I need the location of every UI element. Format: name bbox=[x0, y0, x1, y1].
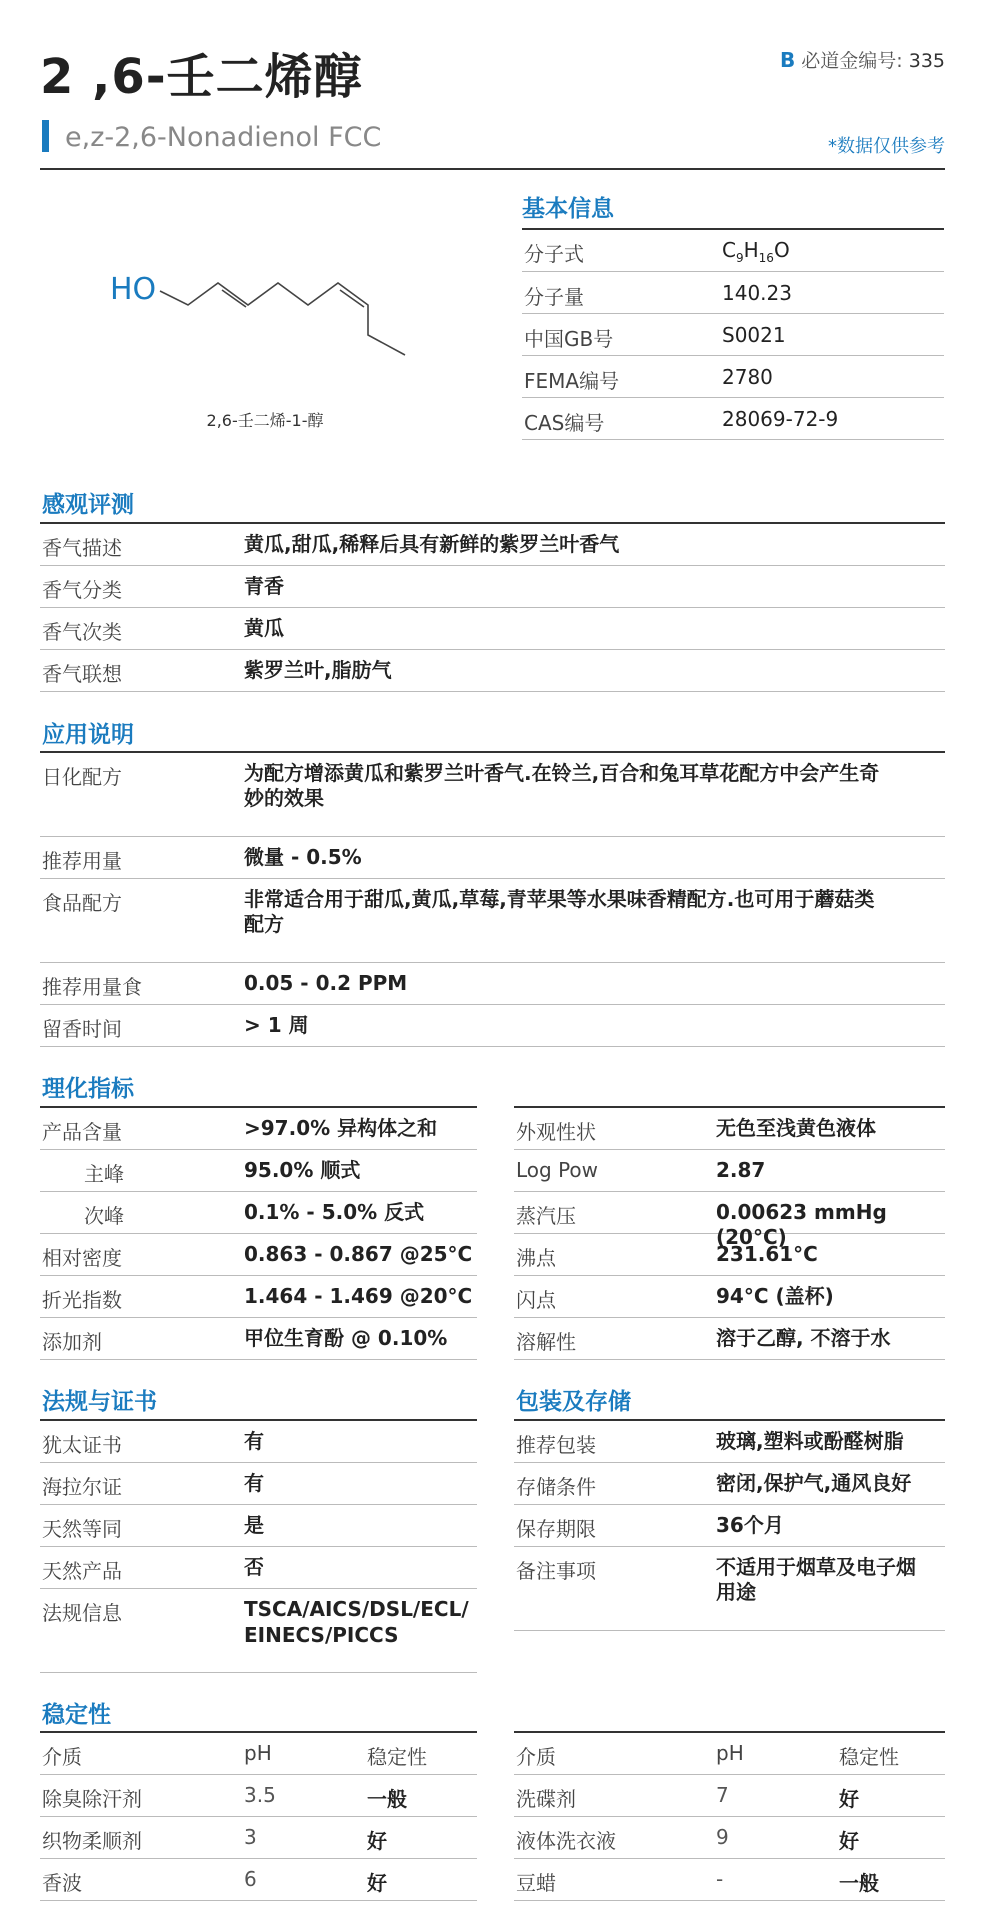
table-row bbox=[40, 1150, 477, 1192]
physchem-table-right bbox=[514, 1106, 945, 1360]
header-ph: pH bbox=[244, 1741, 272, 1765]
table-row bbox=[514, 1108, 945, 1150]
table-header-row bbox=[40, 1733, 477, 1775]
ph-cell: 9 bbox=[716, 1825, 729, 1849]
row-label: 法规信息 bbox=[42, 1601, 122, 1625]
table-row bbox=[514, 1547, 945, 1631]
row-label: 香气分类 bbox=[42, 578, 122, 602]
molecular-formula: $C_9H_{16}O$ bbox=[722, 238, 790, 265]
row-label: 推荐包装 bbox=[516, 1433, 596, 1457]
code-value: 335 bbox=[908, 50, 945, 72]
row-value: S0021 bbox=[722, 323, 786, 347]
table-row bbox=[514, 1463, 945, 1505]
medium-cell: 除臭除汗剂 bbox=[42, 1787, 142, 1811]
table-row bbox=[40, 837, 945, 879]
row-value: 黄瓜,甜瓜,稀释后具有新鲜的紫罗兰叶香气 bbox=[244, 532, 620, 556]
row-value: 140.23 bbox=[722, 281, 792, 305]
section-title-packaging: 包装及存储 bbox=[516, 1389, 631, 1415]
table-row bbox=[522, 230, 944, 272]
table-row bbox=[514, 1505, 945, 1547]
row-value: >97.0% 异构体之和 bbox=[244, 1116, 438, 1140]
row-value: 微量 - 0.5% bbox=[244, 845, 362, 869]
row-label: 外观性状 bbox=[516, 1120, 596, 1144]
row-value: 密闭,保护气,通风良好 bbox=[716, 1471, 912, 1495]
sensory-table bbox=[40, 522, 945, 692]
row-value: 36个月 bbox=[716, 1513, 784, 1537]
table-row bbox=[40, 1817, 477, 1859]
medium-cell: 豆蜡 bbox=[516, 1871, 556, 1895]
table-row bbox=[40, 1775, 477, 1817]
header-divider bbox=[40, 168, 945, 170]
row-label: 次峰 bbox=[84, 1204, 124, 1228]
row-label: 相对密度 bbox=[42, 1246, 122, 1270]
table-row bbox=[40, 1463, 477, 1505]
header-stability: 稳定性 bbox=[367, 1745, 427, 1769]
table-row bbox=[514, 1234, 945, 1276]
row-label: 蒸汽压 bbox=[516, 1204, 576, 1228]
row-value: 94°C (盖杯) bbox=[716, 1284, 834, 1308]
section-title-sensory: 感观评测 bbox=[42, 492, 134, 518]
row-label: 推荐用量食 bbox=[42, 975, 142, 999]
row-value: 231.61°C bbox=[716, 1242, 818, 1266]
row-value-line2: 用途 bbox=[716, 1580, 756, 1604]
row-label: 产品含量 bbox=[42, 1120, 122, 1144]
row-value-line1: 不适用于烟草及电子烟 bbox=[716, 1555, 916, 1579]
row-value: 否 bbox=[244, 1555, 264, 1579]
stability-table-left bbox=[40, 1731, 477, 1901]
row-value: 有 bbox=[244, 1471, 264, 1495]
row-value: 95.0% 顺式 bbox=[244, 1158, 361, 1182]
ph-cell: 6 bbox=[244, 1867, 257, 1891]
row-value: 青香 bbox=[244, 574, 284, 598]
bond-lines bbox=[160, 283, 405, 355]
row-label: 海拉尔证 bbox=[42, 1475, 122, 1499]
stability-table-right bbox=[514, 1731, 945, 1901]
molecule-caption: 2,6-壬二烯-1-醇 bbox=[206, 411, 324, 430]
table-row bbox=[514, 1817, 945, 1859]
medium-cell: 液体洗衣液 bbox=[516, 1829, 616, 1853]
table-row bbox=[40, 1589, 477, 1673]
table-row bbox=[40, 1234, 477, 1276]
row-label: 香气联想 bbox=[42, 662, 122, 686]
row-label: 折光指数 bbox=[42, 1288, 122, 1312]
stability-cell: 一般 bbox=[367, 1787, 407, 1811]
table-row bbox=[514, 1421, 945, 1463]
row-value: 28069-72-9 bbox=[722, 407, 839, 431]
table-row bbox=[514, 1192, 945, 1249]
disclaimer-note: *数据仅供参考 bbox=[828, 136, 945, 157]
ph-cell: 7 bbox=[716, 1783, 729, 1807]
row-value-line2: 配方 bbox=[244, 912, 284, 936]
table-row bbox=[40, 1108, 477, 1150]
table-row bbox=[40, 1276, 477, 1318]
application-table bbox=[40, 751, 945, 1047]
row-value: 2.87 bbox=[716, 1158, 766, 1182]
regulatory-table bbox=[40, 1419, 477, 1673]
accent-bar bbox=[42, 120, 49, 152]
row-label: 分子量 bbox=[524, 285, 584, 309]
table-row bbox=[40, 524, 945, 566]
section-title-application: 应用说明 bbox=[42, 722, 134, 748]
table-row bbox=[522, 398, 944, 440]
row-value: 0.05 - 0.2 PPM bbox=[244, 971, 408, 995]
row-label: 日化配方 bbox=[42, 765, 122, 789]
row-value: 0.1% - 5.0% 反式 bbox=[244, 1200, 425, 1224]
row-label: 食品配方 bbox=[42, 891, 122, 915]
table-row bbox=[40, 963, 945, 1005]
physchem-table-left bbox=[40, 1106, 477, 1360]
row-label: 推荐用量 bbox=[42, 849, 122, 873]
table-row bbox=[514, 1276, 945, 1318]
table-row bbox=[40, 1505, 477, 1547]
row-label: 分子式 bbox=[524, 242, 584, 266]
row-label: CAS编号 bbox=[524, 411, 605, 435]
row-label: 天然等同 bbox=[42, 1517, 122, 1541]
page-title: 2 ,6-壬二烯醇 bbox=[40, 49, 363, 105]
table-row bbox=[40, 608, 945, 650]
table-row bbox=[40, 1547, 477, 1589]
row-value: 无色至浅黄色液体 bbox=[716, 1116, 876, 1140]
row-value: 溶于乙醇, 不溶于水 bbox=[716, 1326, 891, 1350]
table-row bbox=[40, 753, 945, 837]
section-title-stability: 稳定性 bbox=[42, 1702, 111, 1728]
row-label: 溶解性 bbox=[516, 1330, 576, 1354]
row-value-line1: 非常适合用于甜瓜,黄瓜,草莓,青苹果等水果味香精配方.也可用于蘑菇类 bbox=[244, 887, 875, 911]
subtitle-text: e,z-2,6-Nonadienol FCC bbox=[65, 122, 382, 153]
section-title-physchem: 理化指标 bbox=[42, 1076, 134, 1102]
row-value: 1.464 - 1.469 @20°C bbox=[244, 1284, 473, 1308]
row-label: Log Pow bbox=[516, 1158, 599, 1182]
row-value: 紫罗兰叶,脂肪气 bbox=[244, 658, 392, 682]
row-value: 黄瓜 bbox=[244, 616, 284, 640]
header-medium: 介质 bbox=[516, 1745, 556, 1769]
row-value-line1: TSCA/AICS/DSL/ECL/ bbox=[244, 1597, 469, 1621]
header-stability: 稳定性 bbox=[839, 1745, 899, 1769]
table-row bbox=[514, 1859, 945, 1901]
medium-cell: 洗碟剂 bbox=[516, 1787, 576, 1811]
section-title-regulatory: 法规与证书 bbox=[42, 1389, 157, 1415]
medium-cell: 香波 bbox=[42, 1871, 82, 1895]
ph-cell: - bbox=[716, 1867, 724, 1891]
ho-label: HO bbox=[110, 272, 157, 307]
row-label: 主峰 bbox=[84, 1162, 124, 1186]
row-label: 闪点 bbox=[516, 1288, 556, 1312]
table-row bbox=[40, 1421, 477, 1463]
basic-info-table bbox=[522, 228, 944, 440]
brand-letter: B bbox=[780, 48, 796, 72]
row-label: 香气描述 bbox=[42, 536, 122, 560]
row-label: 中国GB号 bbox=[524, 327, 614, 351]
table-header-row bbox=[514, 1733, 945, 1775]
row-value: 甲位生育酚 @ 0.10% bbox=[244, 1326, 448, 1350]
section-title-basic: 基本信息 bbox=[522, 196, 614, 222]
stability-cell: 一般 bbox=[839, 1871, 879, 1895]
row-label: 天然产品 bbox=[42, 1559, 122, 1583]
code-label: 必道金编号: bbox=[801, 50, 903, 72]
row-value-line2: EINECS/PICCS bbox=[244, 1623, 399, 1647]
table-row bbox=[522, 356, 944, 398]
ph-cell: 3 bbox=[244, 1825, 257, 1849]
table-row bbox=[514, 1318, 945, 1360]
row-label: 香气次类 bbox=[42, 620, 122, 644]
row-label: 备注事项 bbox=[516, 1559, 596, 1583]
row-value: > 1 周 bbox=[244, 1013, 309, 1037]
stability-cell: 好 bbox=[367, 1829, 387, 1853]
row-value: 玻璃,塑料或酚醛树脂 bbox=[716, 1429, 904, 1453]
packaging-table bbox=[514, 1419, 945, 1631]
table-row bbox=[514, 1150, 945, 1192]
table-row bbox=[40, 1005, 945, 1047]
product-code bbox=[780, 46, 945, 73]
stability-cell: 好 bbox=[839, 1829, 859, 1853]
row-value: 是 bbox=[244, 1513, 264, 1537]
table-row bbox=[514, 1775, 945, 1817]
row-value: 0.00623 mmHg (20°C) bbox=[716, 1200, 887, 1249]
header-ph: pH bbox=[716, 1741, 744, 1765]
table-row bbox=[40, 650, 945, 692]
table-row bbox=[522, 314, 944, 356]
row-label: 沸点 bbox=[516, 1246, 556, 1270]
table-row bbox=[40, 879, 945, 963]
row-value-line1: 为配方增添黄瓜和紫罗兰叶香气.在铃兰,百合和兔耳草花配方中会产生奇 bbox=[244, 761, 880, 785]
header-medium: 介质 bbox=[42, 1745, 82, 1769]
table-row bbox=[40, 1318, 477, 1360]
row-label: FEMA编号 bbox=[524, 369, 620, 393]
medium-cell: 织物柔顺剂 bbox=[42, 1829, 142, 1853]
table-row bbox=[40, 566, 945, 608]
stability-cell: 好 bbox=[839, 1787, 859, 1811]
row-label: 犹太证书 bbox=[42, 1433, 122, 1457]
row-value: 0.863 - 0.867 @25°C bbox=[244, 1242, 473, 1266]
row-label: 添加剂 bbox=[42, 1330, 102, 1354]
molecule-structure bbox=[100, 250, 420, 370]
row-label: 保存期限 bbox=[516, 1517, 596, 1541]
row-label: 留香时间 bbox=[42, 1017, 122, 1041]
row-label: 存储条件 bbox=[516, 1475, 596, 1499]
row-value: 2780 bbox=[722, 365, 773, 389]
row-value: 有 bbox=[244, 1429, 264, 1453]
table-row bbox=[40, 1192, 477, 1234]
subtitle bbox=[42, 122, 381, 155]
table-row bbox=[522, 272, 944, 314]
table-row bbox=[40, 1859, 477, 1901]
ph-cell: 3.5 bbox=[244, 1783, 276, 1807]
row-value-line2: 妙的效果 bbox=[244, 786, 324, 810]
stability-cell: 好 bbox=[367, 1871, 387, 1895]
